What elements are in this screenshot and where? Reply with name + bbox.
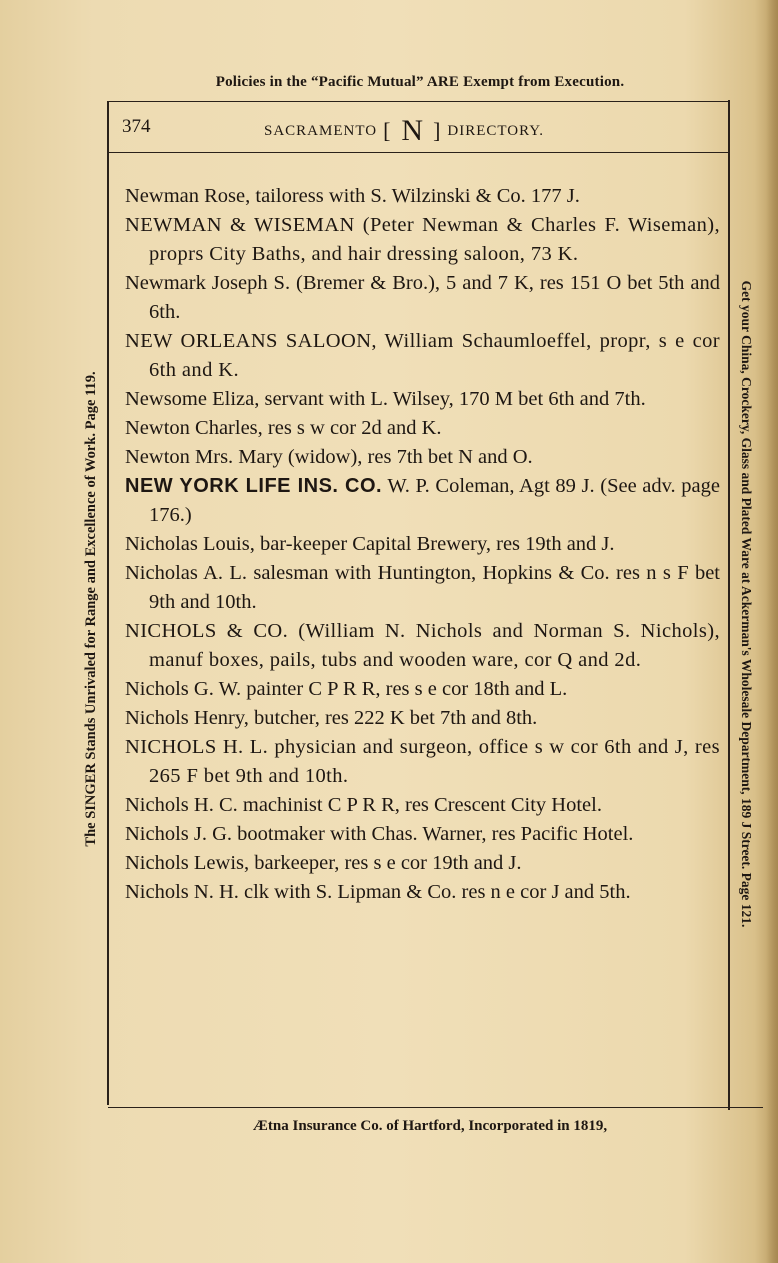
directory-entry: Newton Mrs. Mary (widow), res 7th bet N and O. [125,446,533,468]
directory-entry: Nichols J. G. bootmaker with Chas. Warner, res Pacific Hotel. [125,823,634,845]
directory-entry-advertised [125,472,720,530]
running-head-bracket-right: ] [433,118,442,143]
directory-entry: NICHOLS H. L. physician and surgeon, office s w cor 6th and J, res 265 F bet 9th and 10th. [125,736,720,787]
header-rule [108,152,728,153]
directory-entry: NICHOLS & CO. (William N. Nichols and Norman S. Nichols), manuf boxes, pails, tubs and wooden ware, cor Q and 2d. [125,620,720,671]
directory-entry: Nichols Lewis, barkeeper, res s e cor 19th and J. [125,852,522,874]
advertised-details: W. P. Coleman, Agt 89 J. (See adv. page 176.) [149,475,720,526]
directory-entry: NEW ORLEANS SALOON, William Schaumloeffel, propr, s e cor 6th and K. [125,330,720,381]
directory-entry: Nicholas Louis, bar-keeper Capital Brewery, res 19th and J. [125,533,615,555]
running-head-city: SACRAMENTO [264,122,378,139]
frame-left-rule [107,102,109,1105]
running-head [264,114,544,148]
directory-entry: Nichols N. H. clk with S. Lipman & Co. res n e cor J and 5th. [125,881,631,903]
right-margin-advertisement: Get your China, Crockery, Glass and Plated Ware at Ackerman's Wholesale Department, 189 J Street. Page 121. [739,280,754,928]
directory-entry: NEWMAN & WISEMAN (Peter Newman & Charles F. Wiseman), proprs City Baths, and hair dressing saloon, 73 K. [125,214,720,265]
page-number: 374 [122,116,151,137]
directory-entry: Newman Rose, tailoress with S. Wilzinski & Co. 177 J. [125,185,580,207]
bottom-advertisement: Ætna Insurance Co. of Hartford, Incorporated in 1819, [252,1118,608,1134]
directory-entry: Nichols H. C. machinist C P R R, res Crescent City Hotel. [125,794,602,816]
running-head-letter: N [401,114,424,147]
running-head-section: DIRECTORY. [447,122,544,139]
directory-entries [125,182,720,907]
directory-entry: Nichols G. W. painter C P R R, res s e cor 18th and L. [125,678,568,700]
footer-rule [108,1107,763,1108]
directory-entry: Newton Charles, res s w cor 2d and K. [125,417,442,439]
directory-entry: Newsome Eliza, servant with L. Wilsey, 170 M bet 6th and 7th. [125,388,646,410]
directory-entry: Newmark Joseph S. (Bremer & Bro.), 5 and 7 K, res 151 O bet 5th and 6th. [125,272,720,323]
page-edge-shadow [766,0,778,1263]
frame-right-rule [728,100,730,1110]
top-advertisement: Policies in the “Pacific Mutual” ARE Exempt from Execution. [215,74,625,90]
directory-entry: Nichols Henry, butcher, res 222 K bet 7th and 8th. [125,707,538,729]
left-margin-advertisement: The SINGER Stands Unrivaled for Range and Excellence of Work. Page 119. [83,371,99,847]
directory-entry: Nicholas A. L. salesman with Huntington, Hopkins & Co. res n s F bet 9th and 10th. [125,562,720,613]
running-head-bracket-left: [ [383,118,392,143]
frame-top-rule [107,101,729,102]
advertised-name: NEW YORK LIFE INS. CO. [125,475,383,497]
